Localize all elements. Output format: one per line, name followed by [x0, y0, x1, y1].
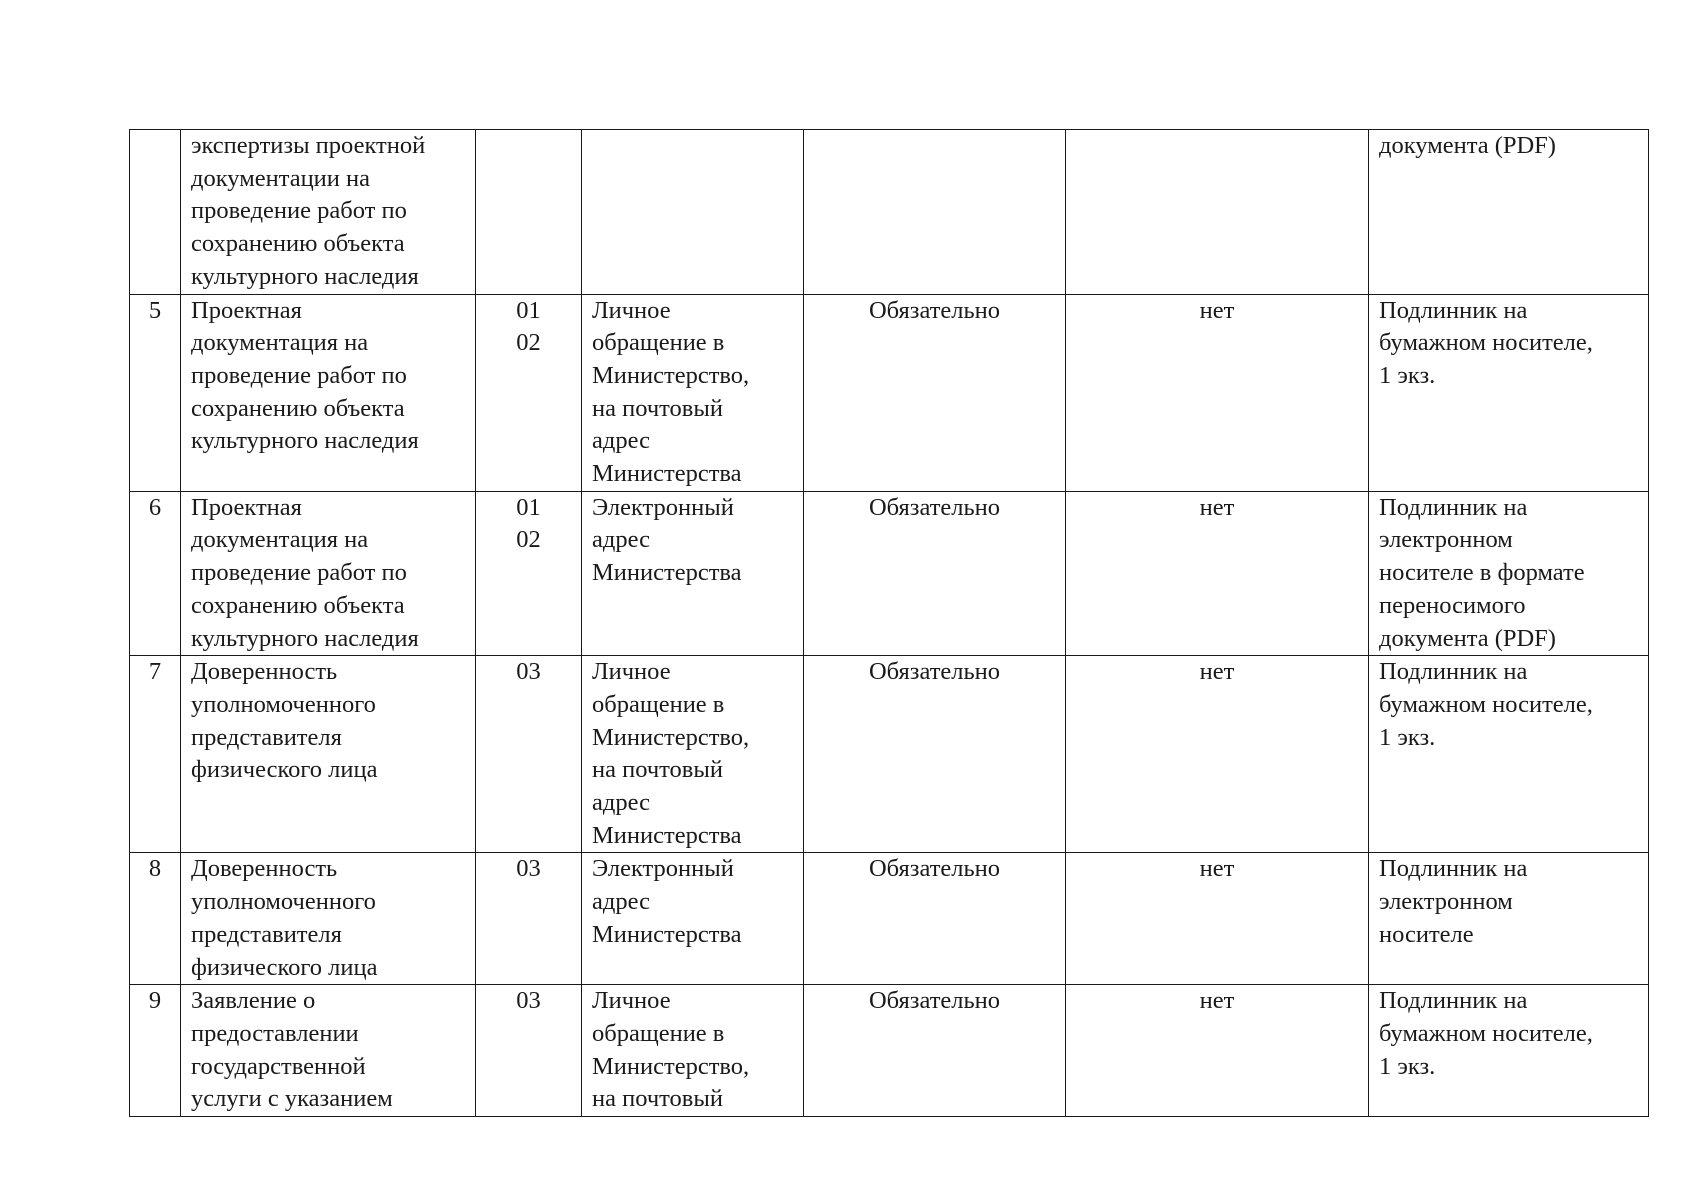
table-row	[130, 985, 1649, 1117]
document-name: экспертизы проектной документации на проведение работ по сохранению объекта культурного наследия	[181, 130, 476, 295]
row-number: 7	[130, 656, 181, 853]
document-codes: 01 02	[476, 294, 582, 491]
row-number	[130, 130, 181, 295]
document-name: Проектная документация на проведение работ по сохранению объекта культурного наследия	[181, 491, 476, 656]
submission-method: Электронный адрес Министерства	[582, 491, 804, 656]
requirement-status: Обязательно	[804, 656, 1066, 853]
document-name: Доверенность уполномоченного представителя физического лица	[181, 656, 476, 853]
submission-method	[582, 130, 804, 295]
document-name: Проектная документация на проведение работ по сохранению объекта культурного наследия	[181, 294, 476, 491]
requirement-status: Обязательно	[804, 985, 1066, 1117]
row-number: 8	[130, 853, 181, 985]
document-codes: 03	[476, 656, 582, 853]
requirement-status	[804, 130, 1066, 295]
submission-flag: нет	[1066, 656, 1369, 853]
document-name: Доверенность уполномоченного представителя физического лица	[181, 853, 476, 985]
document-form: Подлинник на бумажном носителе, 1 экз.	[1369, 656, 1649, 853]
table-row	[130, 294, 1649, 491]
document-form: Подлинник на бумажном носителе, 1 экз.	[1369, 985, 1649, 1117]
submission-flag: нет	[1066, 491, 1369, 656]
row-number: 6	[130, 491, 181, 656]
submission-method: Электронный адрес Министерства	[582, 853, 804, 985]
table-row	[130, 853, 1649, 985]
submission-method: Личное обращение в Министерство, на почтовый адрес Министерства	[582, 656, 804, 853]
table-row	[130, 656, 1649, 853]
document-form: Подлинник на бумажном носителе, 1 экз.	[1369, 294, 1649, 491]
submission-flag: нет	[1066, 294, 1369, 491]
requirement-status: Обязательно	[804, 491, 1066, 656]
submission-method: Личное обращение в Министерство, на почтовый	[582, 985, 804, 1117]
row-number: 5	[130, 294, 181, 491]
requirement-status: Обязательно	[804, 853, 1066, 985]
requirement-status: Обязательно	[804, 294, 1066, 491]
document-codes: 03	[476, 985, 582, 1117]
submission-flag: нет	[1066, 853, 1369, 985]
document-form: Подлинник на электронном носителе	[1369, 853, 1649, 985]
document-form: документа (PDF)	[1369, 130, 1649, 295]
submission-flag	[1066, 130, 1369, 295]
submission-flag: нет	[1066, 985, 1369, 1117]
table-row	[130, 130, 1649, 295]
documents-table	[129, 129, 1649, 1117]
row-number: 9	[130, 985, 181, 1117]
submission-method: Личное обращение в Министерство, на почтовый адрес Министерства	[582, 294, 804, 491]
document-codes: 01 02	[476, 491, 582, 656]
document-codes: 03	[476, 853, 582, 985]
document-name: Заявление о предоставлении государственной услуги с указанием	[181, 985, 476, 1117]
document-form: Подлинник на электронном носителе в формате переносимого документа (PDF)	[1369, 491, 1649, 656]
table-row	[130, 491, 1649, 656]
document-codes	[476, 130, 582, 295]
